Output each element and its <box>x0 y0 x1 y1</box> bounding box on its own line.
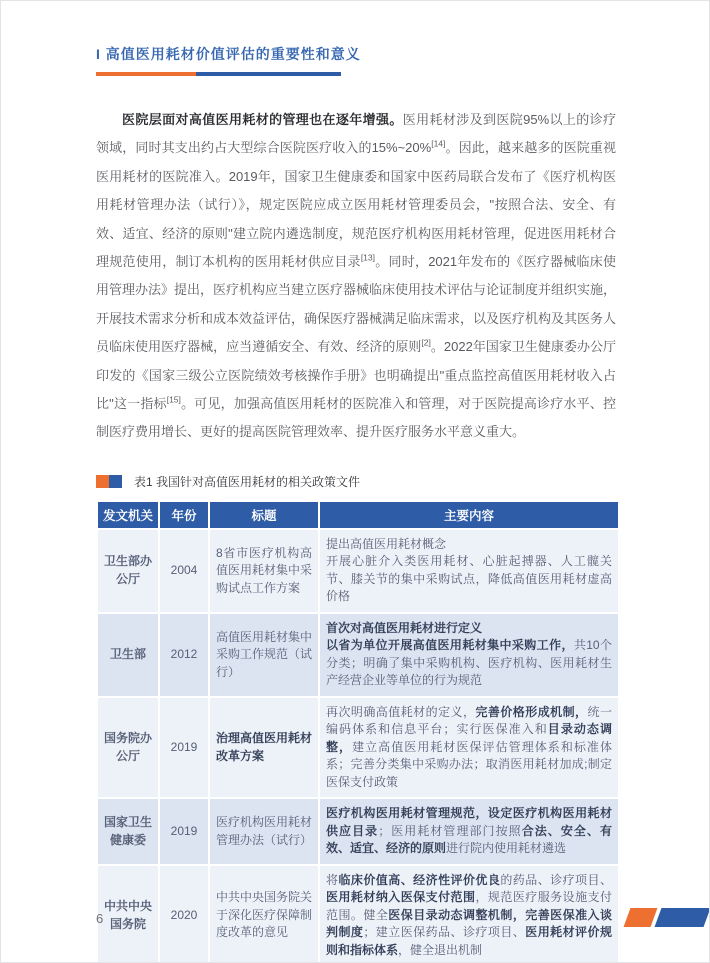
table-row <box>97 865 619 963</box>
document-header <box>1 1 709 76</box>
cell-content: 再次明确高值耗材的定义，完善价格形成机制，统一编码体系和信息平台；实行医保准入和目录动态调整，建立高值医用耗材医保评估管理体系和标准体系；完善分类集中采购办法；取消医用耗材加成;制定医保支付政策 <box>319 697 619 799</box>
policy-table <box>96 500 620 963</box>
cell-agency: 国务院办公厅 <box>97 697 159 799</box>
column-header-year: 年份 <box>159 501 209 529</box>
cell-agency: 卫生部 <box>97 613 159 697</box>
cell-title: 中共中央国务院关于深化医疗保障制度改革的意见 <box>209 865 319 963</box>
cell-year: 2012 <box>159 613 209 697</box>
title-underline-blue-bar <box>196 72 341 76</box>
cell-title: 医疗机构医用耗材管理办法（试行） <box>209 798 319 865</box>
blue-parallelogram-icon <box>655 908 710 927</box>
column-header-content: 主要内容 <box>319 501 619 529</box>
cell-agency: 中共中央国务院 <box>97 865 159 963</box>
cell-agency: 国家卫生健康委 <box>97 798 159 865</box>
cell-content: 提出高值医用耗材概念 开展心脏介入类医用耗材、心脏起搏器、人工髋关节、膝关节的集中采购试点，降低高值医用耗材虚高价格 <box>319 529 619 613</box>
page-number: 6 <box>96 911 104 926</box>
cell-content: 首次对高值医用耗材进行定义 以省为单位开展高值医用耗材集中采购工作，共10个分类；明确了集中采购机构、医疗机构、医用耗材生产经营企业等单位的行为规范 <box>319 613 619 697</box>
title-underline <box>96 72 341 76</box>
cell-year: 2019 <box>159 697 209 799</box>
table-caption-text: 表1 我国针对高值医用耗材的相关政策文件 <box>134 474 361 489</box>
cell-title: 高值医用耗材集中采购工作规范（试行） <box>209 613 319 697</box>
cell-year: 2020 <box>159 865 209 963</box>
table-row <box>97 613 619 697</box>
title-underline-orange-bar <box>96 72 196 76</box>
table-row <box>97 529 619 613</box>
column-header-title: 标题 <box>209 501 319 529</box>
orange-parallelogram-icon <box>624 908 658 927</box>
table-header-row <box>97 501 619 529</box>
cell-title: 治理高值医用耗材改革方案 <box>209 697 319 799</box>
column-header-agency: 发文机关 <box>97 501 159 529</box>
page-title: I 高值医用耗材价值评估的重要性和意义 <box>96 46 361 62</box>
cell-agency: 卫生部办公厅 <box>97 529 159 613</box>
cell-content: 将临床价值高、经济性评价优良的药品、诊疗项目、医用耗材纳入医保支付范围，规范医疗服务设施支付范围。健全医保目录动态调整机制，完善医保准入谈判制度；建立医保药品、诊疗项目、医用耗材评价规则和指标体系，健全退出机制 <box>319 865 619 963</box>
body-paragraph: 医院层面对高值医用耗材的管理也在逐年增强。医用耗材涉及到医院95%以上的诊疗领域，同时其支出约占大型综合医院医疗收入的15%~20%[14]。因此，越来越多的医院重视医用耗材的医院准入。2019年，国家卫生健康委和国家中医药局联合发布了《医疗机构医用耗材管理办法（试行）》，规定医院应成立医用耗材管理委员会，"按照合法、安全、有效、适宜、经济的原则"建立院内遴选制度，规范医疗机构医用耗材管理，促进医用耗材合理规范使用，制订本机构的医用耗材供应目录[13]。同时，2021年发布的《医疗器械临床使用管理办法》提出，医疗机构应当建立医疗器械临床使用技术评估与论证制度并组织实施，开展技术需求分析和成本效益评估，确保医疗器械满足临床需求，以及医疗机构及其医务人员临床使用医疗器械，应当遵循安全、有效、经济的原则[2]。2022年国家卫生健康委办公厅印发的《国家三级公立医院绩效考核操作手册》也明确提出"重点监控高值医用耗材收入占比"这一指标[15]。可见，加强高值医用耗材的医院准入和管理，对于医院提高诊疗水平、控制医疗费用增长、更好的提高医院管理效率、提升医疗服务水平意义重大。 <box>96 112 617 440</box>
table-row <box>97 798 619 865</box>
caption-marker-orange-icon <box>96 475 109 488</box>
footer-decoration <box>627 908 707 927</box>
cell-title: 8省市医疗机构高值医用耗材集中采购试点工作方案 <box>209 529 319 613</box>
table-row <box>97 697 619 799</box>
cell-year: 2004 <box>159 529 209 613</box>
table-caption <box>96 473 616 490</box>
cell-year: 2019 <box>159 798 209 865</box>
caption-marker-blue-icon <box>109 475 122 488</box>
cell-content: 医疗机构医用耗材管理规范，设定医疗机构医用耗材供应目录；医用耗材管理部门按照合法、安全、有效、适宜、经济的原则进行院内使用耗材遴选 <box>319 798 619 865</box>
